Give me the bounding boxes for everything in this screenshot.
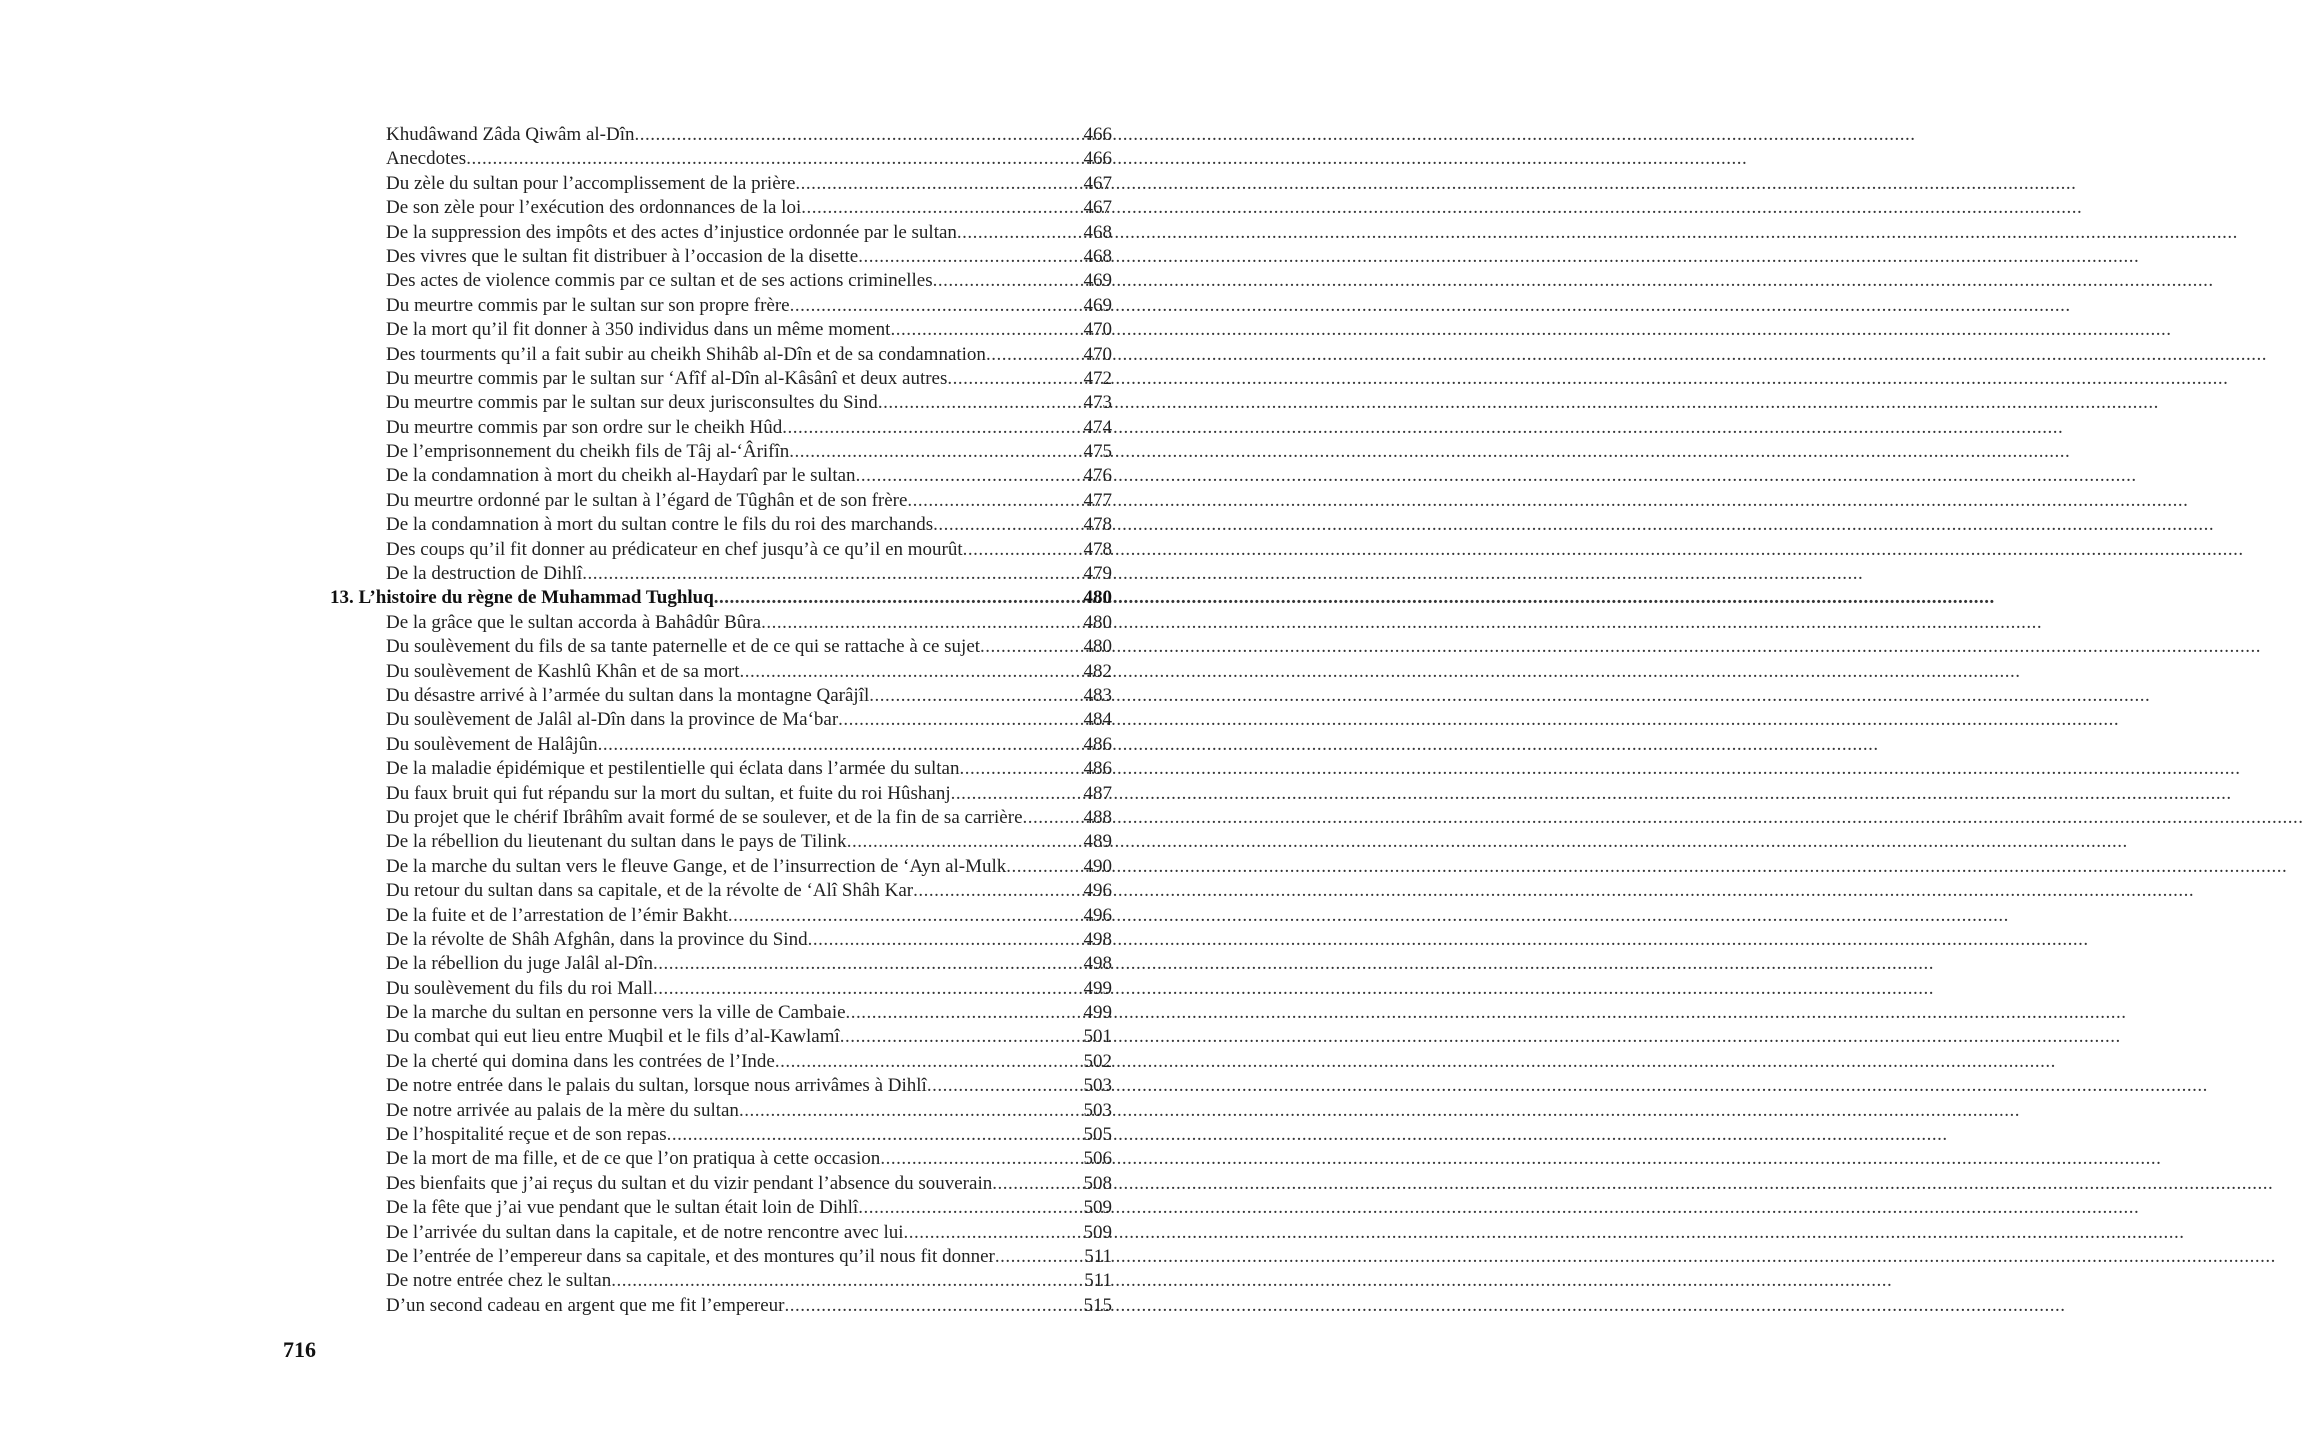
dot-leader [947,367,1083,391]
toc-entry-title: De l’entrée de l’empereur dans sa capitale, et des montures qu’il nous fit donner [386,1245,995,1267]
toc-entry-title: Du projet que le chérif Ibrâhîm avait formé de se soulever, et de la fin de sa carrière [386,806,1023,828]
dot-leader [838,708,1083,732]
dot-leader [653,952,1084,976]
toc-entry-page: 486 [1083,733,1112,755]
toc-entry-title: De la condamnation à mort du sultan contre le fils du roi des marchands [386,514,934,536]
dot-leader [801,196,1083,220]
dot-leader [667,1123,1084,1147]
toc-entry-title: De la cherté qui domina dans les contrées de l’Inde [386,1050,775,1072]
toc-entry[interactable] [330,464,1112,488]
toc-entry-page: 466 [1083,148,1112,170]
toc-entry[interactable] [330,416,1112,440]
dot-leader [846,1001,1084,1025]
toc-entry-title: De la grâce que le sultan accorda à Bahâdûr Bûra [386,611,762,633]
toc-entry-title: Du meurtre ordonné par le sultan à l’égard de Tûghân et de son frère [386,489,908,511]
dot-leader [913,879,1083,903]
toc-entry[interactable] [330,1074,1112,1098]
toc-entry-page: 496 [1083,904,1112,926]
toc-entry-page: 496 [1083,880,1112,902]
dot-leader [904,1221,1084,1245]
dot-leader [957,221,1084,245]
toc-entry-title: De la rébellion du juge Jalâl al-Dîn [386,953,653,975]
toc-entry[interactable] [330,538,1112,562]
toc-entry-title: De la révolte de Shâh Afghân, dans la province du Sind [386,928,808,950]
toc-entry-page: 480 [1083,636,1112,658]
toc-entry-page: 489 [1083,831,1112,853]
toc-entry-page: 508 [1083,1172,1112,1194]
dot-leader [784,1294,1083,1318]
dot-leader [740,660,1084,684]
page-number: 716 [283,1337,316,1362]
toc-entry[interactable] [330,1025,1112,1049]
dot-leader [1023,806,1084,830]
toc-entry-page: 482 [1083,660,1112,682]
toc-entry-title: Du soulèvement de Kashlû Khân et de sa mort [386,660,740,682]
toc-entry-page: 473 [1083,392,1112,414]
dot-leader [808,928,1084,952]
dot-leader [880,1147,1083,1171]
dot-leader [582,562,1083,586]
toc-entry[interactable] [330,196,1112,220]
dot-leader [1006,855,1083,879]
toc-entry[interactable] [330,879,1112,903]
toc-entry-title: De la rébellion du lieutenant du sultan dans le pays de Tilink [386,831,847,853]
toc-entry-page: 467 [1083,197,1112,219]
toc-entry-page: 483 [1083,684,1112,706]
toc-entry-page: 479 [1083,563,1112,585]
toc-entry-page: 480 [1083,611,1112,633]
toc-entry-title: De l’emprisonnement du cheikh fils de Tâj al-‘Ârifîn [386,441,790,463]
toc-entry[interactable] [330,952,1112,976]
table-of-contents [330,123,1112,1318]
toc-entry-title: Du meurtre commis par son ordre sur le cheikh Hûd [386,416,783,438]
toc-entry-title: Du soulèvement de Halâjûn [386,733,598,755]
toc-entry-page: 488 [1083,806,1112,828]
toc-entry[interactable] [330,757,1112,781]
toc-entry-page: 484 [1083,709,1112,731]
toc-entry[interactable] [330,1221,1112,1245]
toc-entry-page: 468 [1083,221,1112,243]
toc-entry-page: 480 [1083,587,1112,609]
toc-entry-page: 470 [1083,319,1112,341]
toc-entry-title: Des bienfaits que j’ai reçus du sultan et du vizir pendant l’absence du souverain [386,1172,993,1194]
toc-entry[interactable] [330,684,1112,708]
toc-entry[interactable] [330,855,1112,879]
toc-entry-page: 478 [1083,538,1112,560]
toc-entry-page: 469 [1083,270,1112,292]
toc-entry-page: 490 [1083,855,1112,877]
toc-entry-title: Des tourments qu’il a fait subir au cheikh Shihâb al-Dîn et de sa condamnation [386,343,986,365]
toc-entry-page: 503 [1083,1099,1112,1121]
toc-chapter-heading[interactable] [330,586,1112,610]
toc-entry[interactable] [330,513,1112,537]
dot-leader [795,172,1083,196]
dot-leader [714,586,1084,610]
toc-entry[interactable] [330,1099,1112,1123]
dot-leader [598,733,1084,757]
toc-entry-title: Du meurtre commis par le sultan sur son propre frère [386,294,790,316]
dot-leader [782,416,1083,440]
toc-entry-page: 511 [1084,1270,1112,1292]
toc-entry-title: Du soulèvement de Jalâl al-Dîn dans la province de Ma‘bar [386,709,839,731]
toc-entry-title: Des coups qu’il fit donner au prédicateur en chef jusqu’à ce qu’il en mourût [386,538,963,560]
toc-entry-page: 506 [1083,1148,1112,1170]
toc-entry[interactable] [330,245,1112,269]
dot-leader [775,1050,1084,1074]
toc-entry-page: 472 [1083,367,1112,389]
toc-entry[interactable] [330,391,1112,415]
toc-entry[interactable] [330,1269,1112,1293]
toc-entry[interactable] [330,1147,1112,1171]
dot-leader [878,391,1084,415]
toc-entry[interactable] [330,928,1112,952]
toc-entry-title: Du désastre arrivé à l’armée du sultan dans la montagne Qarâjîl [386,684,870,706]
toc-entry-page: 498 [1083,953,1112,975]
toc-entry-title: De notre entrée dans le palais du sultan, lorsque nous arrivâmes à Dihlî [386,1075,927,1097]
toc-entry[interactable] [330,1050,1112,1074]
toc-entry-page: 509 [1083,1221,1112,1243]
toc-entry-title: De la destruction de Dihlî [386,563,583,585]
toc-entry-title: De notre entrée chez le sultan [386,1270,612,1292]
toc-entry-title: Du meurtre commis par le sultan sur deux jurisconsultes du Sind [386,392,878,414]
dot-leader [992,1172,1083,1196]
toc-entry[interactable] [330,660,1112,684]
toc-entry[interactable] [330,977,1112,1001]
dot-leader [907,489,1083,513]
toc-entry[interactable] [330,1294,1112,1318]
toc-entry-title: Des actes de violence commis par ce sultan et de ses actions criminelles [386,270,933,292]
toc-entry[interactable] [330,294,1112,318]
dot-leader [933,513,1083,537]
toc-entry[interactable] [330,367,1112,391]
toc-entry-title: D’un second cadeau en argent que me fit l’empereur [386,1294,785,1316]
dot-leader [847,830,1084,854]
toc-entry-page: 468 [1083,245,1112,267]
toc-entry[interactable] [330,172,1112,196]
toc-entry-page: 499 [1083,977,1112,999]
toc-entry[interactable] [330,1245,1112,1269]
toc-entry-page: 501 [1083,1026,1112,1048]
toc-entry-page: 486 [1083,758,1112,780]
toc-entry[interactable] [330,440,1112,464]
toc-entry[interactable] [330,318,1112,342]
toc-entry-page: 487 [1083,782,1112,804]
toc-entry-title: De la fête que j’ai vue pendant que le sultan était loin de Dihlî [386,1197,859,1219]
dot-leader [995,1245,1084,1269]
toc-entry-page: 503 [1083,1075,1112,1097]
toc-entry-page: 499 [1083,1002,1112,1024]
toc-entry-page: 478 [1083,514,1112,536]
dot-leader [739,1099,1084,1123]
dot-leader [858,245,1083,269]
toc-entry[interactable] [330,1172,1112,1196]
toc-entry[interactable] [330,806,1112,830]
toc-entry-title: Du retour du sultan dans sa capitale, et de la révolte de ‘Alî Shâh Kar [386,880,914,902]
toc-entry-title: Du combat qui eut lieu entre Muqbil et le fils d’al-Kawlamî [386,1026,840,1048]
toc-entry-page: 515 [1083,1294,1112,1316]
toc-entry[interactable] [330,489,1112,513]
toc-entry[interactable] [330,1001,1112,1025]
toc-entry-page: 475 [1083,441,1112,463]
toc-entry-page: 469 [1083,294,1112,316]
toc-entry-page: 498 [1083,928,1112,950]
toc-entry-page: 477 [1083,489,1112,511]
toc-entry-title: De notre arrivée au palais de la mère du sultan [386,1099,739,1121]
dot-leader [869,684,1083,708]
dot-leader [466,147,1083,171]
dot-leader [986,343,1084,367]
toc-entry-page: 509 [1083,1197,1112,1219]
toc-entry-page: 467 [1083,172,1112,194]
toc-entry[interactable] [330,635,1112,659]
toc-entry-title: Des vivres que le sultan fit distribuer à l’occasion de la disette [386,245,859,267]
toc-entry-title: De la suppression des impôts et des actes d’injustice ordonnée par le sultan [386,221,957,243]
dot-leader [927,1074,1084,1098]
toc-entry-page: 470 [1083,343,1112,365]
dot-leader [728,904,1084,928]
toc-entry-page: 474 [1083,416,1112,438]
toc-entry[interactable] [330,733,1112,757]
toc-entry[interactable] [330,830,1112,854]
toc-entry-page: 502 [1083,1050,1112,1072]
toc-entry-page: 505 [1083,1124,1112,1146]
dot-leader [635,123,1084,147]
dot-leader [980,635,1083,659]
toc-entry-title: De l’hospitalité reçue et de son repas [386,1124,667,1146]
toc-entry-page: 466 [1083,124,1112,145]
dot-leader [951,782,1084,806]
toc-entry[interactable] [330,562,1112,586]
dot-leader [959,757,1083,781]
toc-entry-title: De la fuite et de l’arrestation de l’émir Bakht [386,904,728,926]
dot-leader [611,1269,1084,1293]
toc-entry-title: De l’arrivée du sultan dans la capitale, et de notre rencontre avec lui [386,1221,904,1243]
toc-entry[interactable] [330,343,1112,367]
toc-entry[interactable] [330,147,1112,171]
dot-leader [856,464,1084,488]
toc-entry[interactable] [330,269,1112,293]
dot-leader [890,318,1083,342]
toc-entry-title: Anecdotes [386,148,467,170]
toc-entry[interactable] [330,708,1112,732]
toc-entry-title: De la marche du sultan vers le fleuve Gange, et de l’insurrection de ‘Ayn al-Mulk [386,855,1007,877]
toc-entry[interactable] [330,611,1112,635]
toc-entry-title: De la marche du sultan en personne vers la ville de Cambaie [386,1002,846,1024]
toc-entry[interactable] [330,1196,1112,1220]
toc-entry-title: De son zèle pour l’exécution des ordonnances de la loi [386,197,802,219]
toc-entry-title: Du soulèvement du fils de sa tante paternelle et de ce qui se rattache à ce sujet [386,636,981,658]
toc-entry[interactable] [330,782,1112,806]
toc-entry-title: De la mort de ma fille, et de ce que l’on pratiqua à cette occasion [386,1148,881,1170]
toc-entry-title: Du soulèvement du fils du roi Mall [386,977,654,999]
toc-entry[interactable] [330,221,1112,245]
toc-entry-title: De la mort qu’il fit donner à 350 individus dans un même moment [386,319,891,341]
toc-entry-title: De la maladie épidémique et pestilentielle qui éclata dans l’armée du sultan [386,758,960,780]
toc-entry-title: Du meurtre commis par le sultan sur ‘Afîf al-Dîn al-Kâsânî et deux autres [386,367,948,389]
dot-leader [933,269,1084,293]
toc-entry-title: Khudâwand Zâda Qiwâm al-Dîn [386,124,635,145]
toc-entry[interactable] [330,1123,1112,1147]
dot-leader [840,1025,1084,1049]
toc-entry-page: 476 [1083,465,1112,487]
dot-leader [963,538,1084,562]
toc-entry-title: 13. L’histoire du règne de Muhammad Tughluq [330,587,714,609]
toc-entry[interactable] [330,904,1112,928]
dot-leader [761,611,1083,635]
dot-leader [789,440,1083,464]
toc-entry[interactable] [330,123,1112,147]
toc-entry-title: Du faux bruit qui fut répandu sur la mort du sultan, et fuite du roi Hûshanj [386,782,951,804]
dot-leader [790,294,1084,318]
toc-entry-page: 511 [1084,1245,1112,1267]
toc-entry-title: De la condamnation à mort du cheikh al-Haydarî par le sultan [386,465,856,487]
toc-entry-title: Du zèle du sultan pour l’accomplissement de la prière [386,172,796,194]
dot-leader [858,1196,1083,1220]
dot-leader [653,977,1083,1001]
